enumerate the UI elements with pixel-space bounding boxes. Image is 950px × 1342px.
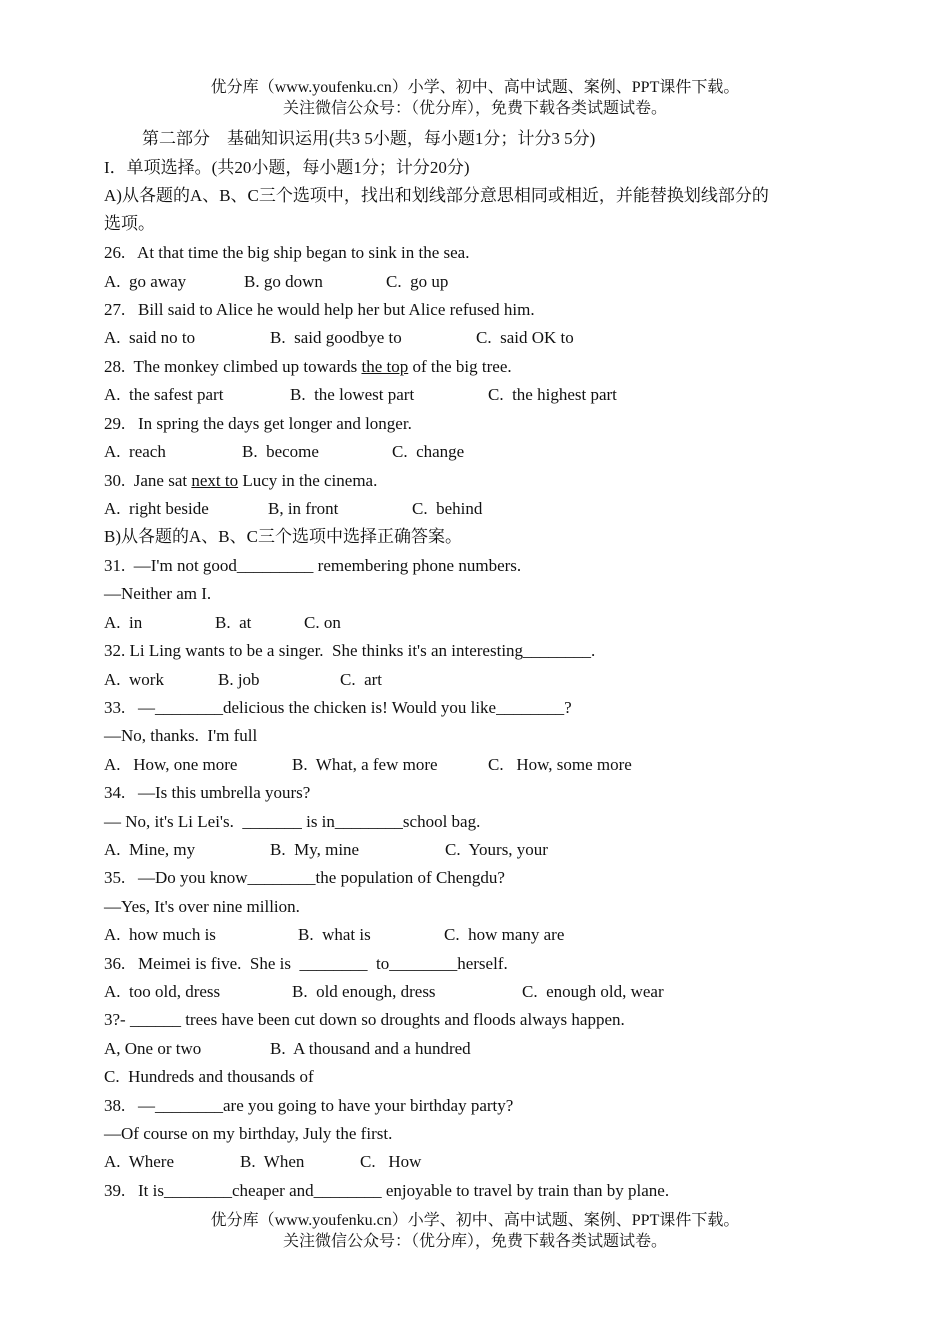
q28-option-a: A. the safest part: [104, 385, 224, 404]
q28-underlined: the top: [361, 357, 409, 376]
q30-option-b: B, in front: [268, 499, 339, 518]
q38-option-a: A. Where: [104, 1152, 175, 1171]
header-line-1: 优分库（www.youfenku.cn）小学、初中、高中试题、案例、PPT课件下载。: [210, 79, 740, 96]
question-30: [104, 470, 377, 492]
q34-reply: — No, it's Li Lei's. _______ is in________school bag.: [104, 812, 481, 831]
q30-text-after: Lucy in the cinema.: [238, 471, 378, 490]
q29-option-c: C. change: [392, 442, 465, 461]
q30-text-before: 30. Jane sat: [104, 471, 192, 490]
q34-option-a: A. Mine, my: [104, 840, 196, 859]
question-39: 39. It is________cheaper and________ enjoyable to travel by train than by plane.: [104, 1181, 670, 1200]
q26-option-a: A. go away: [104, 272, 187, 291]
footer-line-2: 关注微信公众号：（优分库），免费下载各类试题试卷。: [282, 1233, 667, 1250]
q28-text-after: of the big tree.: [408, 357, 512, 376]
q28-text-before: 28. The monkey climbed up towards: [104, 357, 362, 376]
question-28: [104, 356, 512, 378]
section-title: 第二部分 基础知识运用(共3 5小题，每小题1分；计分3 5分): [142, 129, 596, 148]
q28-option-c: C. the highest part: [488, 385, 617, 404]
question-36: 36. Meimei is five. She is ________ to________herself.: [104, 954, 508, 973]
q35-option-a: A. how much is: [104, 925, 216, 944]
header-line-2: 关注微信公众号：（优分库），免费下载各类试题试卷。: [282, 100, 667, 117]
q38-reply: —Of course on my birthday, July the first.: [104, 1124, 393, 1143]
q35-option-c: C. how many are: [444, 925, 565, 944]
q34-option-b: B. My, mine: [270, 840, 360, 859]
q36-option-b: B. old enough, dress: [292, 982, 436, 1001]
q29-option-b: B. become: [242, 442, 319, 461]
q32-option-b: B. job: [218, 670, 260, 689]
footer-line-1: 优分库（www.youfenku.cn）小学、初中、高中试题、案例、PPT课件下载。: [210, 1212, 740, 1229]
q33-option-b: B. What, a few more: [292, 755, 438, 774]
q37-option-b: B. A thousand and a hundred: [270, 1039, 471, 1058]
q38-option-b: B. When: [240, 1152, 305, 1171]
question-34: 34. —Is this umbrella yours?: [104, 783, 311, 802]
question-33: 33. —________delicious the chicken is! Would you like________?: [104, 698, 572, 717]
question-27: 27. Bill said to Alice he would help her but Alice refused him.: [104, 300, 535, 319]
q33-option-c: C. How, some more: [488, 755, 632, 774]
question-37: 3?- ______ trees have been cut down so droughts and floods always happen.: [104, 1010, 625, 1029]
q31-option-a: A. in: [104, 613, 143, 632]
q29-option-a: A. reach: [104, 442, 166, 461]
q33-option-a: A. How, one more: [104, 755, 238, 774]
q33-reply: —No, thanks. I'm full: [104, 726, 258, 745]
q35-reply: —Yes, It's over nine million.: [104, 897, 300, 916]
q26-option-b: B. go down: [244, 272, 323, 291]
q27-option-b: B. said goodbye to: [270, 328, 402, 347]
q28-option-b: B. the lowest part: [290, 385, 415, 404]
q27-option-a: A. said no to: [104, 328, 196, 347]
instruction-a-line-2: 选项。: [104, 214, 155, 233]
q30-underlined: next to: [191, 471, 239, 490]
q27-option-c: C. said OK to: [476, 328, 574, 347]
q37-option-a: A, One or two: [104, 1039, 202, 1058]
q36-option-c: C. enough old, wear: [522, 982, 664, 1001]
question-35: 35. —Do you know________the population of Chengdu?: [104, 868, 505, 887]
q38-option-c: C. How: [360, 1152, 422, 1171]
q26-option-c: C. go up: [386, 272, 449, 291]
instruction-a-line-1: A)从各题的A、B、C三个选项中，找出和划线部分意思相同或相近，并能替换划线部分的: [104, 186, 769, 205]
part-1-title: I．单项选择。(共20小题，每小题1分；计分20分): [104, 158, 470, 177]
q30-option-a: A. right beside: [104, 499, 209, 518]
q31-reply: —Neither am I.: [104, 584, 212, 603]
question-38: 38. —________are you going to have your birthday party?: [104, 1096, 514, 1115]
instruction-b: B)从各题的A、B、C三个选项中选择正确答案。: [104, 527, 462, 546]
question-32: 32. Li Ling wants to be a singer. She thinks it's an interesting________.: [104, 641, 596, 660]
q37-option-c: C. Hundreds and thousands of: [104, 1067, 314, 1086]
q32-option-a: A. work: [104, 670, 164, 689]
q30-option-c: C. behind: [412, 499, 483, 518]
q34-option-c: C. Yours, your: [445, 840, 548, 859]
question-26: 26. At that time the big ship began to sink in the sea.: [104, 243, 470, 262]
q31-option-c: C. on: [304, 613, 341, 632]
q32-option-c: C. art: [340, 670, 383, 689]
q36-option-a: A. too old, dress: [104, 982, 221, 1001]
q31-option-b: B. at: [215, 613, 252, 632]
question-29: 29. In spring the days get longer and longer.: [104, 414, 412, 433]
q35-option-b: B. what is: [298, 925, 371, 944]
question-31: 31. —I'm not good_________ remembering phone numbers.: [104, 556, 522, 575]
